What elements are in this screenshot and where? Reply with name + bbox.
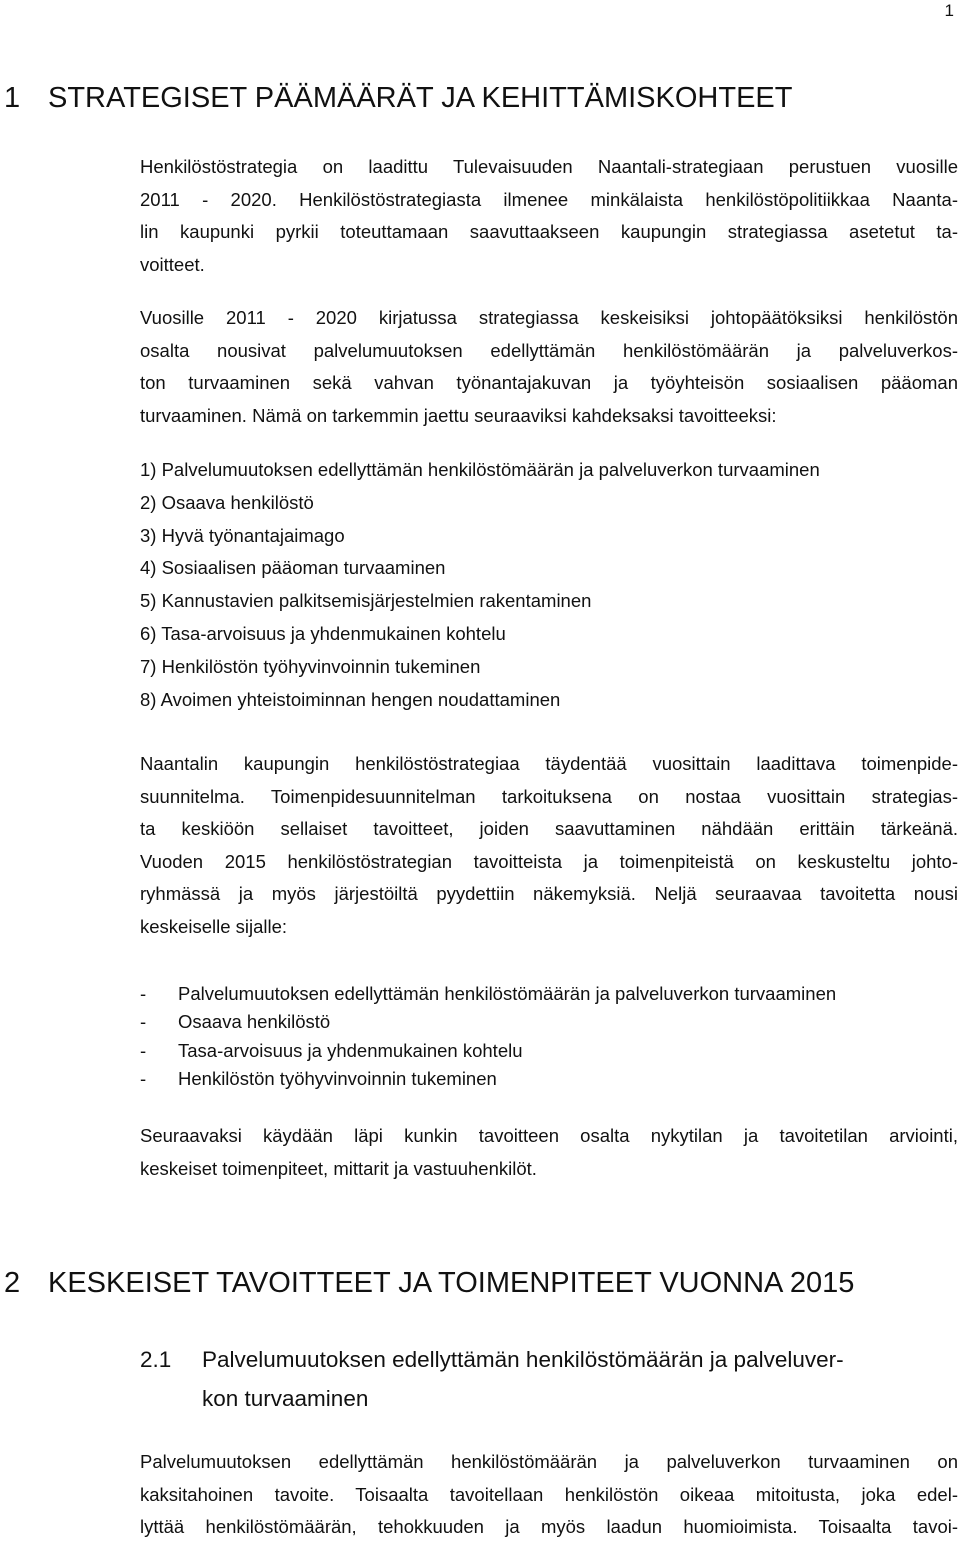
paragraph-line: Naantalin kaupungin henkilöstöstrategiaa täydentää vuosittain laadittava toimenpide- <box>140 753 958 774</box>
section-1-title: STRATEGISET PÄÄMÄÄRÄT JA KEHITTÄMISKOHTEET <box>48 82 793 114</box>
action-plan-paragraph <box>140 748 958 943</box>
section-2-number: 2 <box>4 1267 21 1299</box>
dash-bullet: - <box>140 1067 147 1089</box>
key-goal-text: Tasa-arvoisuus ja yhdenmukainen kohtelu <box>178 1039 523 1061</box>
key-goal-item <box>140 1008 836 1036</box>
section-1-heading <box>4 80 792 116</box>
key-goal-item <box>140 1037 836 1065</box>
paragraph-line: kaksitahoinen tavoite. Toisaalta tavoitellaan henkilöstön oikeaa mitoitusta, joka edel- <box>140 1483 958 1505</box>
subsection-title-line: Palvelumuutoksen edellyttämän henkilöstömäärän ja palveluver- <box>202 1347 844 1372</box>
paragraph-line: Seuraavaksi käydään läpi kunkin tavoitteen osalta nykytilan ja tavoitetilan arviointi, <box>140 1125 958 1146</box>
paragraph-line: lin kaupunki pyrkii toteuttamaan saavuttaakseen kaupungin strategiassa asetetut ta- <box>140 221 958 242</box>
dash-bullet: - <box>140 1039 147 1061</box>
paragraph-line: ryhmässä ja myös järjestöiltä pyydettiin näkemyksiä. Neljä seuraavaa tavoitetta nousi <box>140 883 958 904</box>
dash-bullet: - <box>140 1011 147 1033</box>
key-goal-item <box>140 1065 836 1093</box>
subsection-2-1-heading <box>140 1340 844 1418</box>
next-steps-paragraph <box>140 1120 958 1185</box>
goal-item: 3) Hyvä työnantajaimago <box>140 524 345 546</box>
key-goal-text: Henkilöstön työhyvinvoinnin tukeminen <box>178 1067 497 1089</box>
section-1-number: 1 <box>4 82 21 114</box>
paragraph-line: ta keskiöön sellaiset tavoitteet, joiden saavuttaminen nähdään erittäin tärkeänä. <box>140 818 958 839</box>
goal-item: 6) Tasa-arvoisuus ja yhdenmukainen kohtelu <box>140 622 506 644</box>
paragraph-line: lyttää henkilöstömäärän, tehokkuuden ja myös laadun huomioimista. Toisaalta tavoi- <box>140 1516 958 1537</box>
intro-paragraph <box>140 151 958 281</box>
paragraph-line: Palvelumuutoksen edellyttämän henkilöstömäärän ja palveluverkon turvaaminen on <box>140 1451 958 1472</box>
paragraph-line: ton turvaaminen sekä vahvan työnantajakuvan ja työyhteisön sosiaalisen pääoman <box>140 372 958 393</box>
conclusions-paragraph <box>140 302 958 432</box>
key-goals-list <box>140 980 836 1093</box>
goal-item: 8) Avoimen yhteistoiminnan hengen noudattaminen <box>140 688 561 710</box>
page-number: 1 <box>944 1 954 20</box>
goal-item: 4) Sosiaalisen pääoman turvaaminen <box>140 557 446 579</box>
paragraph-line: 2011 - 2020. Henkilöstöstrategiasta ilmenee minkälaista henkilöstöpolitiikkaa Naanta- <box>140 188 958 210</box>
paragraph-line: Henkilöstöstrategia on laadittu Tulevaisuuden Naantali-strategiaan perustuen vuosille <box>140 156 958 177</box>
goal-item: 7) Henkilöstön työhyvinvoinnin tukeminen <box>140 655 481 677</box>
paragraph-line: turvaaminen. Nämä on tarkemmin jaettu seuraaviksi kahdeksaksi tavoitteeksi: <box>140 404 777 426</box>
paragraph-line: suunnitelma. Toimenpidesuunnitelman tarkoituksena on nostaa vuosittain strategias- <box>140 785 958 807</box>
section-2-title: KESKEISET TAVOITTEET JA TOIMENPITEET VUONNA 2015 <box>48 1267 855 1299</box>
key-goal-text: Osaava henkilöstö <box>178 1011 331 1033</box>
dash-bullet: - <box>140 983 147 1004</box>
paragraph-line: keskeiselle sijalle: <box>140 915 288 937</box>
goal-item: 1) Palvelumuutoksen edellyttämän henkilöstömäärän ja palveluverkon turvaaminen <box>140 459 820 480</box>
paragraph-line: Vuosille 2011 - 2020 kirjatussa strategiassa keskeisiksi johtopäätöksiksi henkilöstön <box>140 307 958 328</box>
goals-list <box>140 454 820 716</box>
paragraph-line: Vuoden 2015 henkilöstöstrategian tavoitteista ja toimenpiteistä on keskusteltu johto- <box>140 850 958 872</box>
key-goal-item <box>140 980 836 1008</box>
goal-item: 2) Osaava henkilöstö <box>140 491 314 513</box>
paragraph-line: voitteet. <box>140 253 205 275</box>
key-goal-text: Palvelumuutoksen edellyttämän henkilöstömäärän ja palveluverkon turvaaminen <box>178 983 837 1004</box>
subsection-paragraph <box>140 1446 958 1544</box>
section-2-heading <box>4 1265 854 1301</box>
paragraph-line: osalta nousivat palvelumuutoksen edellyttämän henkilöstömäärän ja palveluverkos- <box>140 339 958 361</box>
paragraph-line: keskeiset toimenpiteet, mittarit ja vastuuhenkilöt. <box>140 1157 537 1179</box>
subsection-title-line: kon turvaaminen <box>202 1386 369 1411</box>
goal-item: 5) Kannustavien palkitsemisjärjestelmien rakentaminen <box>140 590 592 612</box>
subsection-number: 2.1 <box>140 1347 172 1372</box>
